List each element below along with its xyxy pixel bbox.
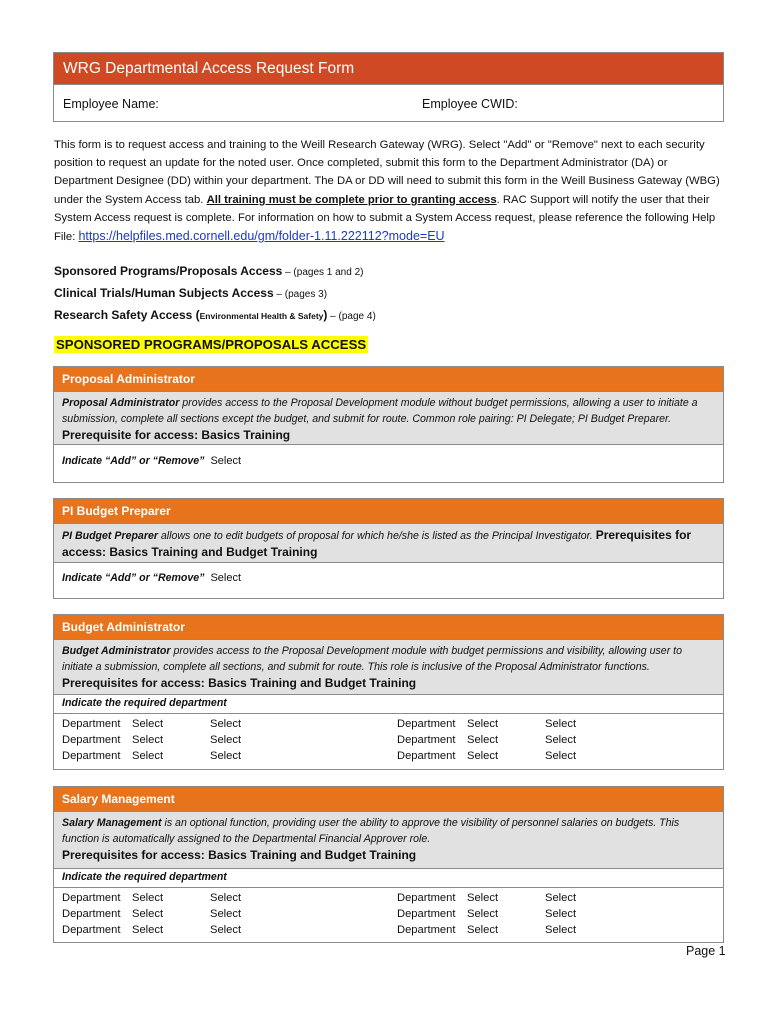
department-grid [54, 714, 723, 766]
employee-cwid-label: Employee CWID: [422, 97, 518, 111]
department-select[interactable]: Select [467, 892, 499, 904]
employee-row [54, 85, 723, 122]
required-dept-label: Indicate the required department [54, 695, 723, 714]
add-remove-select[interactable]: Select [210, 572, 242, 584]
intro-paragraph [54, 136, 726, 246]
role-desc-text: allows one to edit budgets of proposal for which he/she is listed as the Principal Investigator. [157, 530, 596, 542]
department-label: Department [397, 924, 456, 936]
role-description [54, 812, 723, 869]
form-title: WRG Departmental Access Request Form [54, 53, 723, 85]
department-select[interactable]: Select [467, 908, 499, 920]
role-prereq: Prerequisites for access: Basics Training and Budget Training [62, 528, 692, 559]
department-label: Department [397, 750, 456, 762]
department-select[interactable]: Select [210, 750, 242, 762]
section-pages: – (pages 1 and 2) [282, 267, 364, 278]
department-grid [54, 888, 723, 940]
role-box-proposal-admin [53, 366, 724, 483]
section-pages: – (pages 3) [273, 289, 328, 300]
intro-text: This form is to request access and training to the Weill Research Gateway (WRG). Select "Add" or "Remove" next to each security position to request an update for the noted user. Once completed, submit this form to the Department Administrator (DA) or Department Designee (DD) within your department. The DA or DD will need to submit this form in the Weill Business Gateway (WBG) under the System Access tab. [54, 139, 720, 206]
department-label: Department [62, 908, 121, 920]
section-name: Research Safety Access ( [54, 308, 200, 322]
role-name: PI Budget Preparer [62, 530, 158, 542]
department-select[interactable]: Select [132, 924, 164, 936]
employee-name-label: Employee Name: [63, 97, 159, 111]
role-description [54, 640, 723, 695]
department-select[interactable]: Select [132, 892, 164, 904]
department-select[interactable]: Select [132, 718, 164, 730]
department-select[interactable]: Select [545, 750, 577, 762]
section-subtitle: Environmental Health & Safety [199, 311, 324, 321]
section-safety [54, 305, 376, 327]
role-description [54, 524, 723, 563]
role-name: Salary Management [62, 817, 162, 829]
indicate-label: Indicate “Add” or “Remove” [62, 572, 205, 584]
section-clinical [54, 283, 376, 305]
main-heading: SPONSORED PROGRAMS/PROPOSALS ACCESS [56, 337, 367, 352]
department-select[interactable]: Select [545, 908, 577, 920]
section-pages: – (page 4) [327, 311, 376, 322]
department-label: Department [397, 892, 456, 904]
department-select[interactable]: Select [467, 750, 499, 762]
role-prereq: Prerequisite for access: Basics Training [62, 428, 291, 442]
role-prereq: Prerequisites for access: Basics Training and Budget Training [62, 848, 417, 862]
role-desc-text: provides access to the Proposal Development module without budget permissions, allowing a user to initiate a submission, complete all sections except the budget, and submit for route. Common role pairing: PI Delegate; PI Budget Preparer. [62, 397, 698, 425]
department-label: Department [397, 908, 456, 920]
role-desc-text: is an optional function, providing user the ability to approve the visibility of personnel salaries on budgets. This function is automatically assigned to the Departmental Financial Approver role. [62, 817, 680, 845]
department-label: Department [397, 734, 456, 746]
department-select[interactable]: Select [467, 718, 499, 730]
role-desc-text: provides access to the Proposal Development module with budget permissions and visibility, allowing user to initiate a submission, complete all sections, and submit for route. This role is inclusive of the Proposal Administrator functions. [62, 645, 683, 673]
department-select[interactable]: Select [132, 734, 164, 746]
indicate-label: Indicate “Add” or “Remove” [62, 455, 205, 467]
department-label: Department [62, 892, 121, 904]
department-label: Department [397, 718, 456, 730]
training-notice: All training must be complete prior to granting access [206, 193, 497, 206]
help-file-link[interactable]: https://helpfiles.med.cornell.edu/gm/folder-1.11.222112?mode=EU [78, 229, 445, 244]
section-sponsored [54, 261, 376, 283]
department-label: Department [62, 734, 121, 746]
section-paren: ) [323, 308, 328, 322]
role-title: Proposal Administrator [54, 367, 723, 392]
page-number: Page 1 [686, 944, 726, 958]
role-box-salary-management [53, 786, 724, 943]
role-name: Budget Administrator [62, 645, 171, 657]
add-remove-select[interactable]: Select [210, 455, 242, 467]
department-row [62, 718, 715, 734]
role-prereq: Prerequisites for access: Basics Training and Budget Training [62, 676, 417, 690]
department-select[interactable]: Select [467, 924, 499, 936]
department-row [62, 924, 715, 940]
form-header [53, 52, 724, 122]
section-name: Sponsored Programs/Proposals Access [54, 264, 283, 278]
indicate-row [54, 563, 723, 584]
role-box-pi-budget-preparer [53, 498, 724, 599]
role-name: Proposal Administrator [62, 397, 180, 409]
role-description [54, 392, 723, 445]
role-title: PI Budget Preparer [54, 499, 723, 524]
department-select[interactable]: Select [210, 718, 242, 730]
indicate-row [54, 445, 723, 467]
department-select[interactable]: Select [545, 718, 577, 730]
sections-list [54, 261, 376, 327]
department-select[interactable]: Select [545, 924, 577, 936]
department-label: Department [62, 718, 121, 730]
department-select[interactable]: Select [210, 734, 242, 746]
department-select[interactable]: Select [132, 750, 164, 762]
department-select[interactable]: Select [545, 892, 577, 904]
department-label: Department [62, 924, 121, 936]
department-select[interactable]: Select [210, 892, 242, 904]
department-row [62, 892, 715, 908]
role-title: Salary Management [54, 787, 723, 812]
required-dept-label: Indicate the required department [54, 869, 723, 888]
department-row [62, 734, 715, 750]
department-select[interactable]: Select [210, 908, 242, 920]
department-select[interactable]: Select [132, 908, 164, 920]
role-title: Budget Administrator [54, 615, 723, 640]
department-select[interactable]: Select [210, 924, 242, 936]
department-select[interactable]: Select [545, 734, 577, 746]
department-row [62, 750, 715, 766]
intro-text-2: . RAC Support will notify the user that their System Access request is complete. For information on how to submit a System Access request, please reference the following Help File: [54, 193, 716, 244]
role-box-budget-admin [53, 614, 724, 770]
section-name: Clinical Trials/Human Subjects Access [54, 286, 274, 300]
department-row [62, 908, 715, 924]
department-label: Department [62, 750, 121, 762]
department-select[interactable]: Select [467, 734, 499, 746]
